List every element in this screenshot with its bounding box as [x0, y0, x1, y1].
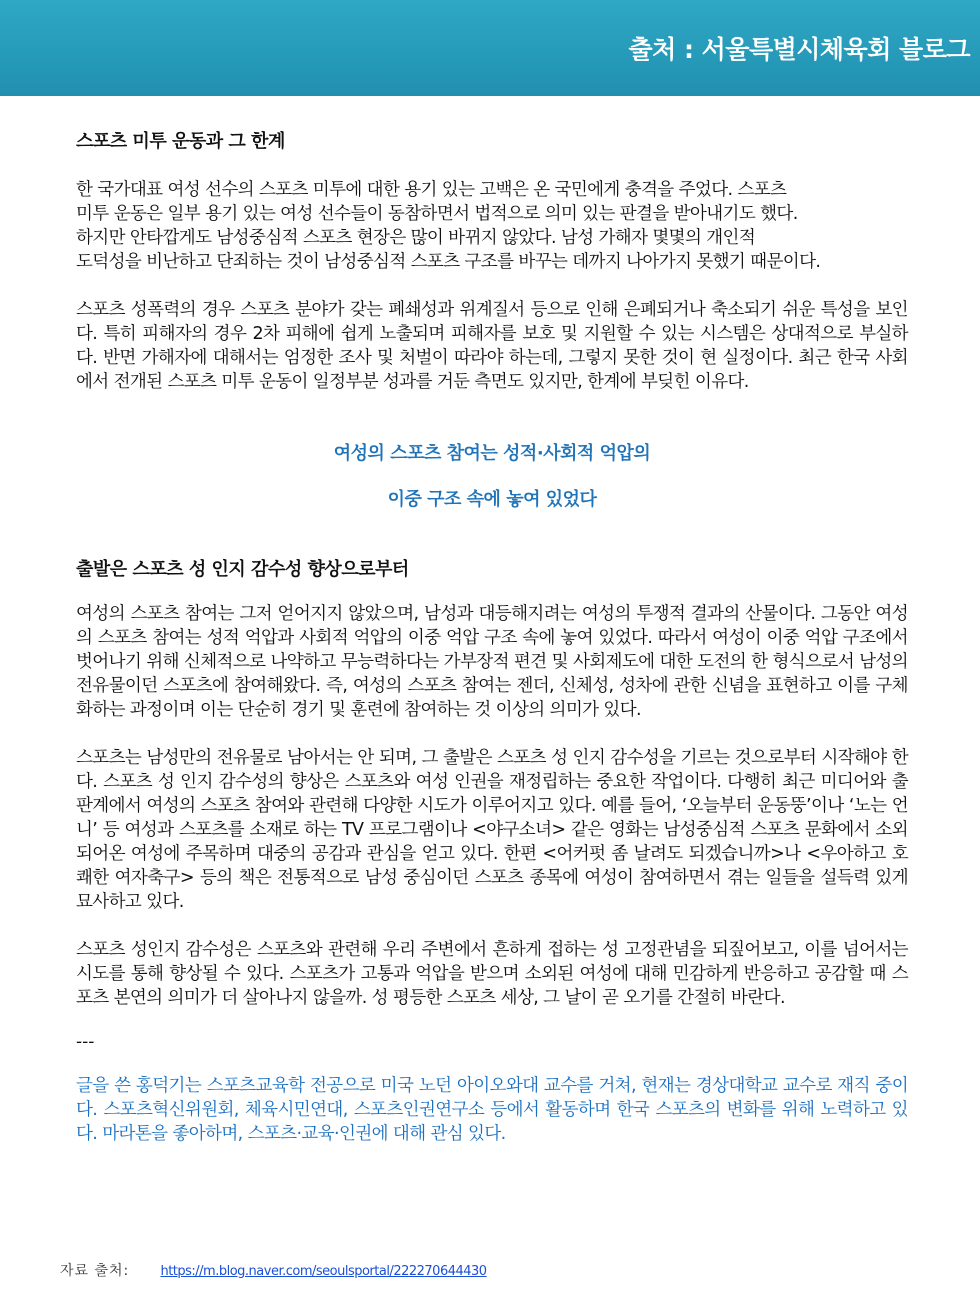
paragraph: 스포츠 성폭력의 경우 스포츠 분야가 갖는 폐쇄성과 위계질서 등으로 인해 은폐되거나 축소되기 쉬운 특성을 보인다. 특히 피해자의 경우 2차 피해에 쉽게 노출되며 피해자를 보호 및 지원할 수 있는 시스템은 상대적으로 부실하다. 반면 가해자에 대해서는 엄정한 조사 및 처벌이 따라야 하는데, 그렇지 못한 것이 현 실정이다. 최근 한국 사회에서 전개된 스포츠 미투 운동이 일정부분 성과를 거둔 측면도 있지만, 한계에 부딪힌 이유다.: [76, 300, 908, 392]
header-bar: [0, 0, 980, 96]
article-body: [76, 128, 908, 1146]
paragraph-line: 도덕성을 비난하고 단죄하는 것이 남성중심적 스포츠 구조를 바꾸는 데까지 나아가지 못했기 때문이다.: [76, 252, 821, 272]
paragraph-line: 한 국가대표 여성 선수의 스포츠 미투에 대한 용기 있는 고백은 온 국민에게 충격을 주었다. 스포츠: [76, 180, 787, 200]
paragraph-line: 하지만 안타깝게도 남성중심적 스포츠 현장은 많이 바뀌지 않았다. 남성 가해자 몇몇의 개인적: [76, 228, 756, 248]
header-source-text: 출처 : 서울특별시체육회 블로그: [628, 35, 970, 64]
source-link[interactable]: https://m.blog.naver.com/seoulsportal/222270644430: [160, 1264, 487, 1279]
paragraph: [76, 178, 908, 274]
footer-label: 자료 출처:: [60, 1263, 130, 1279]
callout-line: 여성의 스포츠 참여는 성적·사회적 억압의: [333, 443, 651, 464]
section-heading: 스포츠 미투 운동과 그 한계: [76, 131, 285, 152]
separator: ---: [76, 1032, 95, 1052]
paragraph: 스포츠는 남성만의 전유물로 남아서는 안 되며, 그 출발은 스포츠 성 인지 감수성을 기르는 것으로부터 시작해야 한다. 스포츠 성 인지 감수성의 향상은 스포츠와 여성 인권을 재정립하는 중요한 작업이다. 다행히 최근 미디어와 출판계에서 여성의 스포츠 참여와 관련해 다양한 시도가 이루어지고 있다. 예를 들어, ‘오늘부터 운동뚱’이나 ‘노는 언니’ 등 여성과 스포츠를 소재로 하는 TV 프로그램이나 <야구소녀> 같은 영화는 남성중심적 스포츠 문화에서 소외되어온 여성에 주목하며 대중의 공감과 관심을 얻고 있다. 한편 <어커펏 좀 날려도 되겠습니까>나 <우아하고 호쾌한 여자축구> 등의 책은 전통적으로 남성 중심이던 스포츠 종목에 여성이 참여하면서 겪는 일들을 설득력 있게 묘사하고 있다.: [76, 748, 908, 912]
paragraph: 스포츠 성인지 감수성은 스포츠와 관련해 우리 주변에서 흔하게 접하는 성 고정관념을 되짚어보고, 이를 넘어서는 시도를 통해 향상될 수 있다. 스포츠가 고통과 억압을 받으며 소외된 여성에 대해 민감하게 반응하고 공감할 때 스포츠 본연의 의미가 더 살아나지 않을까. 성 평등한 스포츠 세상, 그 날이 곧 오기를 간절히 바란다.: [76, 940, 908, 1008]
paragraph-line: 미투 운동은 일부 용기 있는 여성 선수들이 동참하면서 법적으로 의미 있는 판결을 받아내기도 했다.: [76, 204, 798, 224]
callout-line: 이중 구조 속에 놓여 있었다: [387, 489, 597, 510]
footer-source: [60, 1260, 487, 1280]
paragraph: 여성의 스포츠 참여는 그저 얻어지지 않았으며, 남성과 대등해지려는 여성의 투쟁적 결과의 산물이다. 그동안 여성의 스포츠 참여는 성적 억압과 사회적 억압의 이중 억압 구조 속에 놓여 있었다. 따라서 여성이 이중 억압 구조에서 벗어나기 위해 신체적으로 나약하고 무능력하다는 가부장적 편견 및 사회제도에 대한 도전의 한 형식으로서 남성의 전유물이던 스포츠에 참여해왔다. 즉, 여성의 스포츠 참여는 젠더, 신체성, 성차에 관한 신념을 표현하고 이를 구체화하는 과정이며 이는 단순히 경기 및 훈련에 참여하는 것 이상의 의미가 있다.: [76, 604, 908, 720]
author-bio: 글을 쓴 홍덕기는 스포츠교육학 전공으로 미국 노던 아이오와대 교수를 거쳐, 현재는 경상대학교 교수로 재직 중이다. 스포츠혁신위원회, 체육시민연대, 스포츠인권연구소 등에서 활동하며 한국 스포츠의 변화를 위해 노력하고 있다. 마라톤을 좋아하며, 스포츠·교육·인권에 대해 관심 있다.: [76, 1076, 908, 1144]
section-heading: 출발은 스포츠 성 인지 감수성 향상으로부터: [76, 559, 409, 580]
